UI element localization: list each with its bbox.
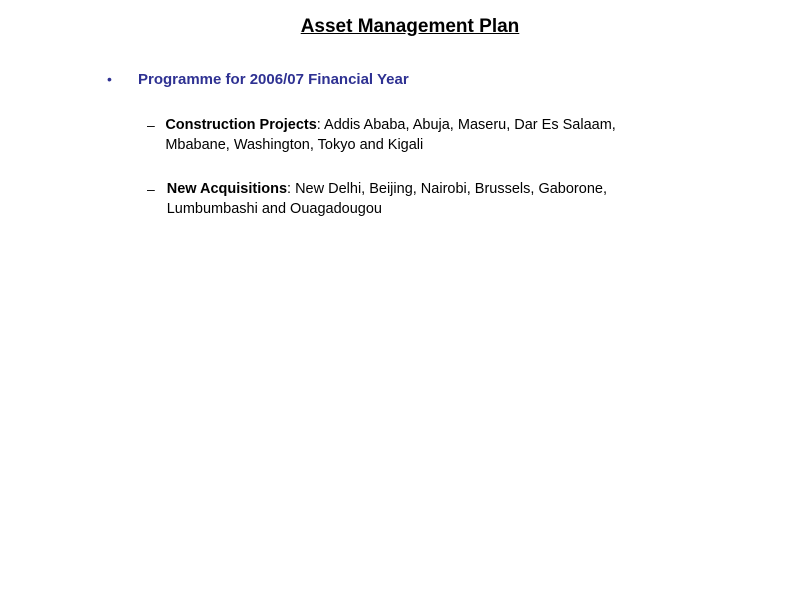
sub-item-new-acquisitions [147, 180, 667, 219]
bullet-text: Programme for 2006/07 Financial Year [138, 71, 409, 88]
sub-item-construction-projects [147, 116, 667, 155]
bullet-marker: • [107, 71, 112, 87]
sub-item-heading: New Acquisitions [166, 181, 288, 197]
sub-item-heading: Construction Projects [165, 117, 317, 133]
sub-item-body: : Addis Ababa, Abuja, Maseru, Dar Es Salaam, Mbabane, Washington, Tokyo and Kigali [165, 117, 616, 153]
dash-marker: – [147, 117, 155, 133]
sub-item-body: : New Delhi, Beijing, Nairobi, Brussels, Gaborone, Lumbumbashi and Ouagadougou [166, 181, 607, 217]
main-bullet [107, 71, 409, 88]
dash-marker: – [147, 181, 155, 197]
sub-item-text [167, 180, 667, 219]
slide-title: Asset Management Plan [300, 16, 520, 37]
sub-item-text [165, 116, 667, 155]
